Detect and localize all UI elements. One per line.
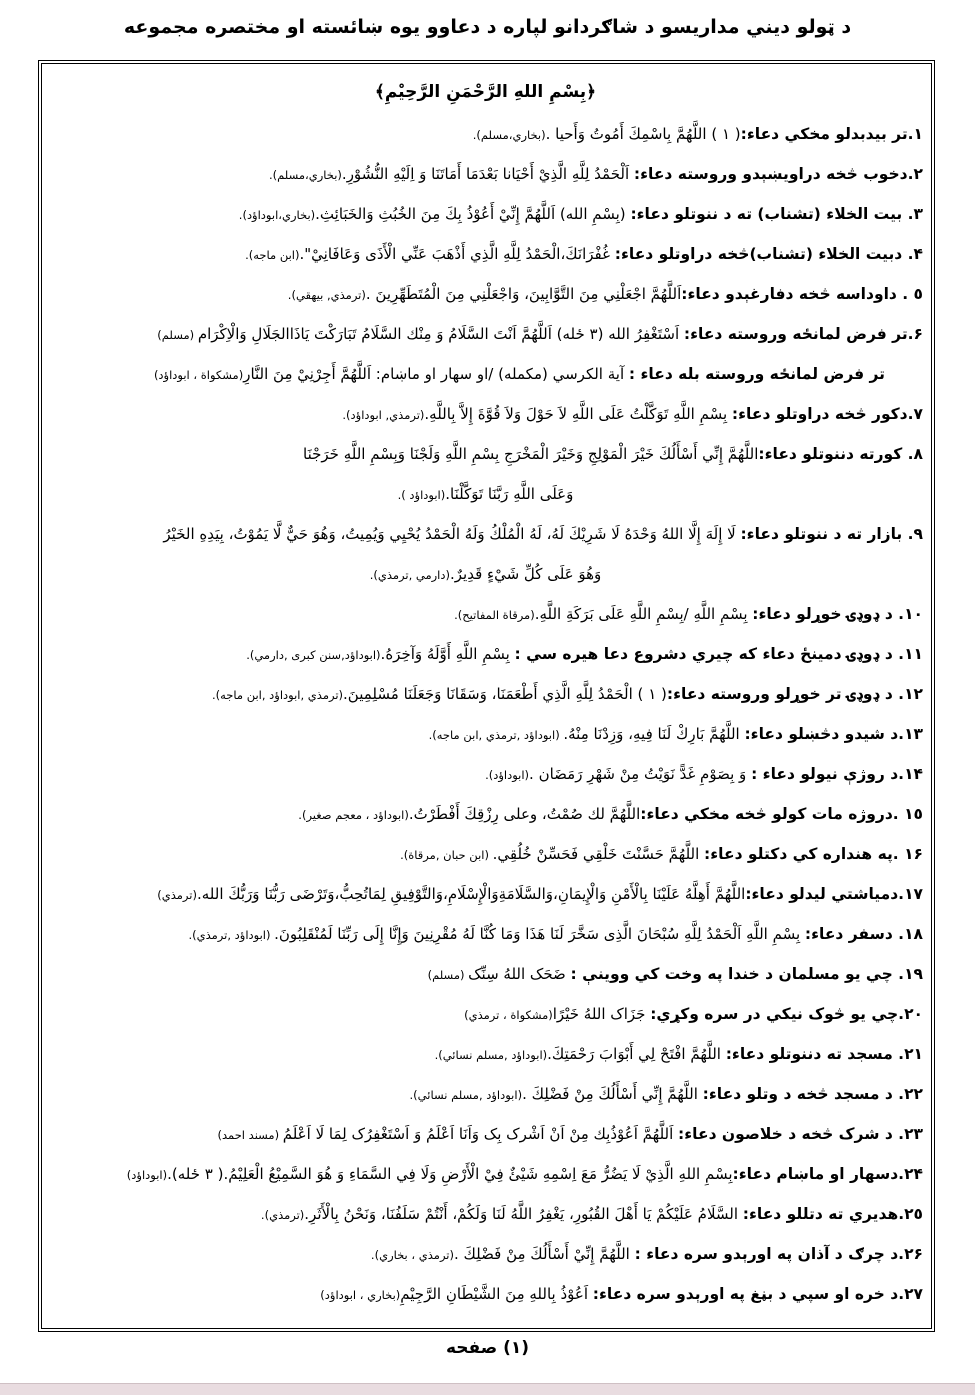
dua-line-source: (دارمي ,ترمذي). (369, 568, 450, 582)
dua-line-label: ١.تر بيدبدلو مخكي دعاء: (740, 125, 923, 143)
dua-line (48, 274, 923, 314)
dua-line-source: (ابوداؤد) (126, 1168, 168, 1182)
dua-line-label: ١۶ .په هنداره كي دكتلو دعاء: (704, 845, 923, 863)
dua-line (48, 194, 923, 234)
dua-line-source: (بخاري ، ابوداؤد) (320, 1288, 401, 1302)
dua-line-text: (بِسْمِ الله) اَللَّهُمَّ إِنِّيْ أَعُوْذُ بِكَ مِنَ الخُبُثِ وَالخَبَائِثِ. (315, 205, 631, 223)
dua-line-label: ١٥ .دروژه مات كولو څخه مخكي دعاء: (640, 805, 923, 823)
dua-line-source: (ترمذي, بيهقي). (287, 288, 366, 302)
dua-line (48, 234, 923, 274)
dua-line (48, 474, 923, 514)
dua-line-text: ( ١ ) اللَّهُمَّ بِاسْمِكَ أَمُوتُ وَأَحيا . (545, 125, 741, 143)
dua-line-source: (مشكواة ، ابوداؤد) (153, 368, 244, 382)
dua-line-text: اَعُوْذُ بِاللهِ مِنَ الشَّيْطَانِ الرَّجِيْمِ (400, 1285, 593, 1303)
dua-line-label: ١٠. د ډوډۍ خوړلو دعاء: (752, 605, 923, 623)
dua-line (48, 314, 923, 354)
dua-line (48, 634, 923, 674)
dua-line-source: (ابوداؤد ,ترمذي). (188, 928, 275, 942)
dua-line-label: ٢٥.هديري ته دتللو دعاء: (742, 1205, 923, 1223)
dua-line-text: ( ١ ) الْحَمْدُ لِلَّهِ الَّذِي أَطْعَمَنَا، وَسَقَانَا وَجَعَلَنَا مُسْلِمِينَ. (343, 685, 667, 703)
dua-line-label: ١٨. دسفر دعاء: (804, 925, 923, 943)
page-title: د ټولو ديني مداريسو د شاګردانو لپاره د دعاوو يوه ښائسته او مختصره مجموعه (123, 16, 852, 38)
dua-line-text: بِسْمِ اللَّهِ تَوَكَّلْتُ عَلَى اللَّهِ لاَ حَوْلَ وَلاَ قُوَّةَ إِلاَّ بِاللَّهِ. (424, 405, 732, 423)
dua-line-label: ٢۶.د چرګ د آذان په اورېدو سره دعاء : (634, 1245, 923, 1263)
dua-line-label: ٧.دكور څخه دراوتلو دعاء: (731, 405, 923, 423)
dua-line-label: ۴. دبيت الخلاء (تشناب)څخه دراوتلو دعاء: (614, 245, 923, 263)
dua-line-source: (ترمذي, ابوداؤد). (342, 408, 425, 422)
dua-line-label: ٢٧.د خره او سپي د بڼغ په اورېدو سره دعاء: (592, 1285, 923, 1303)
bottom-window-edge (0, 1383, 975, 1395)
dua-line-text: اَلْحَمْدُ لِلَّهِ الَّذِيْ أَحْيَانا بَعْدَمَا أَمَاتَنَا وَ اِلَيْهِ النُّشُوْرِ. (341, 165, 634, 183)
dua-line-text: اللَّهُمَّ إِنِّيْ أَسْأَلُكَ مِنْ فَضْلِكَ . (454, 1245, 635, 1263)
dua-line-source: (ابن حبان ,مرقاة). (400, 848, 493, 862)
dua-line-source: (ترمذي ,ابوداؤد ,ابن ماجه). (211, 688, 344, 702)
dua-line (48, 594, 923, 634)
dua-line-label: ٣. بيت الخلاء (تشناب) ته د ننوتلو دعاء: (630, 205, 923, 223)
dua-line-source: (ابوداؤد ,ترمذي ,ابن ماجه). (428, 728, 564, 742)
dua-line-text: بِسْمِ اللَّهِ /بِسْمِ اللَّهِ عَلَى بَرَكَةِ اللَّهِ. (534, 605, 753, 623)
dua-line-source: (ابوداؤد ,مسلم نسائي). (409, 1088, 523, 1102)
page-number: (١) صفحه (445, 1338, 530, 1358)
dua-line (48, 1154, 923, 1194)
dua-line-source: (ابن ماجه). (245, 248, 300, 262)
dua-line (48, 754, 923, 794)
dua-line-text: ضَحَک اللهُ سِنِّک (468, 965, 571, 983)
dua-line-text: غُفْرَانَكَ،الْحَمْدُ لِلَّهِ الَّذِي أَذْهَبَ عَنِّي الْأَذَى وَعَافَانِيْ". (299, 245, 615, 263)
dua-line-label: ٢۴.دسهار او ماښام دعاء: (732, 1165, 923, 1183)
dua-line-text: جَزَاک اللهُ خَيْرًا (552, 1005, 651, 1023)
dua-line-text: آية الكرسي (مكمله) /او سهار او ماښام: اَللَّهُمَّ أَجِرْنِيْ مِنَ النَّارِ (243, 365, 629, 383)
dua-line (48, 1074, 923, 1114)
dua-line (48, 714, 923, 754)
dua-line-label: ٩. بازار ته د ننوتلو دعاء: (740, 525, 923, 543)
dua-line-text: بِسْمِ اللهِ الَّذِيْ لَا يَضُرُّ مَعَ اِسْمِهِ شَيْئٌ فِيْ الْأَرْضِ وَلَا فِي السَّمَاءِ وَ هُوَ السَّمِيْعُ الْعَلِيْمُ.( ٣ ځله). (167, 1165, 733, 1183)
dua-line (48, 914, 923, 954)
dua-line-label: ٥ . داوداسه څخه دفارغېدو دعاء: (681, 285, 923, 303)
dua-line-label: ٢٢. د مسجد څخه د وتلو دعاء: (702, 1085, 923, 1103)
dua-line-text: اَسْتَغْفِرُ الله (٣ ځله) اَللَّهُمَّ اَنْتَ السَّلَامُ وَ مِنْك السَّلَامُ تَبَارَكْتَ يَاذَاالجَلَالِ وَالْاِكْرَام (197, 325, 684, 343)
dua-line-source: (مسند احمد) (217, 1128, 283, 1142)
dua-line-source: (بخاري،ابوداؤد). (238, 208, 316, 222)
dua-line-label: ١٣.د شيدو دڅښلو دعاء: (744, 725, 923, 743)
dua-line-source: (ابوداؤد ، معجم صغير). (298, 808, 409, 822)
dua-line-text: اللَّهُمَّ افْتَحْ لِي أَبْوَابَ رَحْمَتِكَ. (547, 1045, 726, 1063)
dua-line-source: (ابوداؤد,سنن كبرى ,دارمي). (246, 648, 381, 662)
dua-line-text: وَ بِصَوْمِ غَدًّ نَوَيْتُ مِنْ شَهْرِ رَمَضَان . (529, 765, 752, 783)
dua-line-text: اللَّهُمَّ بَارِكْ لَنَا فِيهِ، وَزِدْنَا مِنْهُ. (563, 725, 745, 743)
dua-line (48, 394, 923, 434)
dua-line-source: (مسلم) (427, 968, 469, 982)
dua-line-label: تر فرض لمانځه وروسته بله دعاء : (628, 365, 885, 383)
dua-line (48, 514, 923, 554)
dua-line (48, 354, 923, 394)
dua-line-text: بِسْمِ اللَّهِ أَوَّلَهُ وَآخِرَهُ. (380, 645, 515, 663)
dua-line-source: (مرقاة المفاتيح). (454, 608, 535, 622)
dua-line-source: (مسلم) (157, 328, 198, 342)
dua-line-text: بِسْمِ اللَّهِ اَلْحَمْدُ لِلَّهِ سُبْحَانَ الَّذِى سَخَّرَ لَنَا هَذَا وَمَا كُنَّا لَهُ مُقْرِنِينَ وَإِنَّا إِلَى رَبِّنَا لَمُنْقَلِبُونَ. (274, 925, 805, 943)
dua-line-text: لَا إِلَهَ إِلَّا اللهُ وَحْدَهُ لَا شَرِيْكَ لَهُ، لَهُ الْمُلْكُ وَلَهُ الْحَمْدُ يُحْيِي وَيُمِيتُ، وَهُوَ حَيٌّ لَّا يَمُوْتُ، بِيَدِهِ الخَيْرُ (163, 525, 741, 543)
dua-line (48, 554, 923, 594)
dua-line-text: وَهُوَ عَلَى كُلِّ شَيْءٍ قَدِيرٌ. (450, 565, 602, 583)
dua-line-text: اَللَّهُمَّ اَعُوْذُبِك مِنْ اَنْ اَشْرک بِک وَاَنَا اَعْلَمُ وَ اَسْتَغْفِرُک لِمَا لَا اَعْلَمُ (282, 1125, 679, 1143)
dua-line (48, 954, 923, 994)
dua-line-label: ١۴.د روژې نيولو دعاء : (751, 765, 923, 783)
dua-line-text: اللَّهُمَّ إِنِّي أَسْأَلُكَ خَيْرَ الْمَوْلِجِ وَخَيْرَ الْمَخْرَجِ بِسْمِ اللَّهِ وَلَجْنَا وَبِسْمِ اللَّهِ خَرَجْنَا (303, 445, 759, 463)
dua-line-source: (ترمذي ، بخاري). (370, 1248, 454, 1262)
dua-lines (48, 114, 923, 1314)
dua-line-label: ٢٣. د شرک څخه د خلاصون دعاء: (678, 1125, 923, 1143)
dua-line-label: ١٧.دمياشتي ليدلو دعاء: (745, 885, 923, 903)
dua-line-text: اللَّهُمَّ حَسَّنْتَ خَلْقِي فَحَسِّنْ خُلُقِي. (492, 845, 705, 863)
dua-line-source: (بخاري،مسلم). (269, 168, 342, 182)
dua-line-source: (ابوداؤد). (485, 768, 530, 782)
dua-line (48, 674, 923, 714)
dua-line-text: اللَّهُمَّ إِنِّي أَسْأَلُكَ مِنْ فَضْلِكَ . (522, 1085, 703, 1103)
dua-line-label: ۶.تر فرض لمانځه وروسته دعاء: (683, 325, 923, 343)
bismillah-line: ﴿بِسْمِ اللهِ الرَّحْمَنِ الرَّحِيْمِ﴾ (374, 82, 597, 102)
dua-line (48, 114, 923, 154)
dua-line (48, 1034, 923, 1074)
dua-line (48, 1274, 923, 1314)
dua-line-label: ٢٠.چي يو څوک نيكي در سره وكړي: (650, 1005, 923, 1023)
dua-line (48, 1194, 923, 1234)
dua-line-source: (مشكواة ، ترمذي) (464, 1008, 553, 1022)
dua-line-text: وَعَلَى اللَّهِ رَبَّنَا تَوَكَّلْنَا. (445, 485, 574, 503)
dua-line-label: ٢.دخوب څخه دراويښېدو وروسته دعاء: (633, 165, 923, 183)
dua-line-source: (ابوداؤد ). (397, 488, 446, 502)
dua-line-source: (ابوداؤد ,مسلم نسائي). (434, 1048, 548, 1062)
dua-line-text: اللَّهُمَّ أَهِلَّهُ عَلَيْنَا بِالْأَمْنِ وَالْإِيمَانِ،وَالسَّلَامَةِوَالْإِسْلَامِ،وَالتَّوْفِيقِ لِمَاتُحِبُّ،وَتَرْضَى رَبُّنَا وَرَبُّكَ الله. (196, 885, 746, 903)
dua-line-label: ١٢. د ډوډۍ تر خوړلو وروسته دعاء: (666, 685, 923, 703)
dua-line (48, 1114, 923, 1154)
dua-line (48, 154, 923, 194)
dua-line (48, 834, 923, 874)
dua-line-label: ٢١. مسجد ته دننوتلو دعاء: (725, 1045, 923, 1063)
dua-line-label: ٨. كورته دننوتلو دعاء: (758, 445, 923, 463)
dua-line-source: (بخاري،مسلم). (472, 128, 546, 142)
dua-line-text: السَّلَامُ عَلَيْكُمْ يَا أَهْلَ القُبُورِ، يَغْفِرُ اللَّهُ لَنَا وَلَكُمْ، أَنْتُمْ سَلَفُنَا، وَنَحْنُ بِالْأَثَرِ. (304, 1205, 743, 1223)
dua-line (48, 994, 923, 1034)
dua-line (48, 434, 923, 474)
dua-line (48, 874, 923, 914)
dua-line-source: (ترمذي). (260, 1208, 305, 1222)
dua-collection-box (38, 60, 935, 1332)
dua-line-source: (ترمذي) (157, 888, 197, 902)
dua-line-text: اللَّهُمَّ لك صُمْتُ، وعلى رِزْقِكَ أَفْطَرْتُ. (408, 805, 641, 823)
dua-line-label: ١٩. چي يو مسلمان د خندا په وخت كي ووينې : (570, 965, 923, 983)
dua-line-text: اَللَّهُمَّ اجْعَلْنِي مِنَ التَّوَّابِينَ، وَاجْعَلْنِي مِنَ الْمُتَطَهِّرِينَ . (365, 285, 682, 303)
dua-line (48, 794, 923, 834)
dua-line-label: ١١. د ډوډۍ دمينځ دعاء كه چيري دشروع دعا هيره سي : (514, 645, 923, 663)
dua-line (48, 1234, 923, 1274)
